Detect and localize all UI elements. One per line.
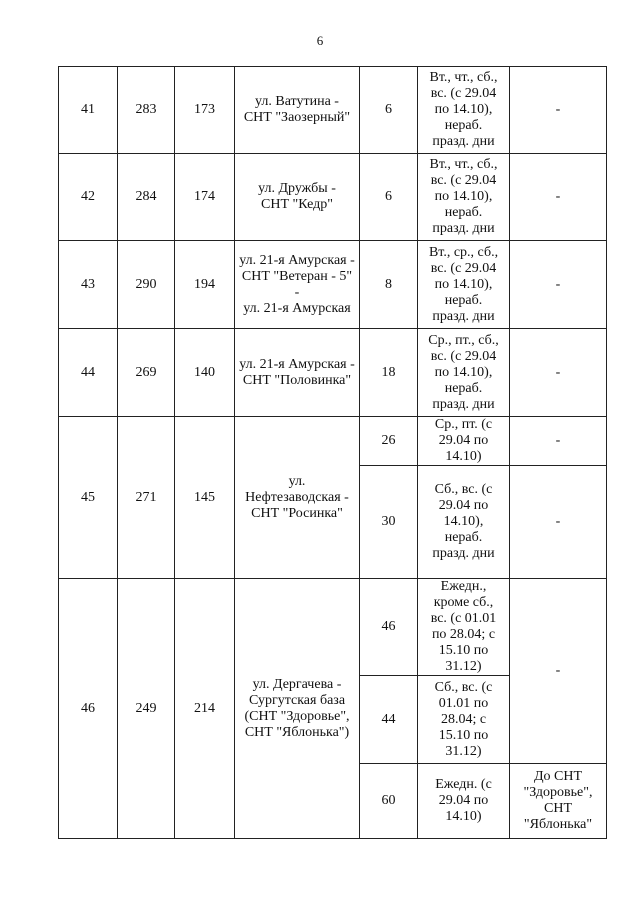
trip-count-cell: 46 xyxy=(360,579,418,676)
trip-count-cell: 60 xyxy=(360,764,418,839)
schedule-days-cell: Сб., вс. (с 01.01 по 28.04; с 15.10 по 31.12) xyxy=(418,676,510,764)
row-number: 44 xyxy=(59,329,118,417)
route-name-cell: ул. Дружбы - СНТ "Кедр" xyxy=(235,154,360,241)
route-code-cell: 194 xyxy=(175,241,235,329)
note-cell: - xyxy=(510,241,607,329)
route-code-cell: 269 xyxy=(118,329,175,417)
route-name-cell: ул. 21-я Амурская - СНТ "Ветеран - 5" - ул. 21-я Амурская xyxy=(235,241,360,329)
route-code-cell: 140 xyxy=(175,329,235,417)
trip-count-cell: 8 xyxy=(360,241,418,329)
table-row xyxy=(59,417,607,466)
note-cell: - xyxy=(510,154,607,241)
note-cell: До СНТ "Здоровье", СНТ "Яблонька" xyxy=(510,764,607,839)
schedule-days-cell: Ежедн. (с 29.04 по 14.10) xyxy=(418,764,510,839)
route-code-cell: 271 xyxy=(118,417,175,579)
schedule-days-cell: Ср., пт. (с 29.04 по 14.10) xyxy=(418,417,510,466)
row-number: 46 xyxy=(59,579,118,839)
trip-count-cell: 18 xyxy=(360,329,418,417)
schedule-days-cell: Вт., чт., сб., вс. (с 29.04 по 14.10), нераб. празд. дни xyxy=(418,154,510,241)
route-code-cell: 283 xyxy=(118,67,175,154)
route-schedule-table xyxy=(58,66,607,839)
route-code-cell: 284 xyxy=(118,154,175,241)
row-number: 45 xyxy=(59,417,118,579)
trip-count-cell: 44 xyxy=(360,676,418,764)
schedule-days-cell: Вт., ср., сб., вс. (с 29.04 по 14.10), нераб. празд. дни xyxy=(418,241,510,329)
schedule-days-cell: Ежедн., кроме сб., вс. (с 01.01 по 28.04; с 15.10 по 31.12) xyxy=(418,579,510,676)
route-name-cell: ул. Нефтезаводская - СНТ "Росинка" xyxy=(235,417,360,579)
page-number: 6 xyxy=(316,33,324,48)
route-code-cell: 174 xyxy=(175,154,235,241)
trip-count-cell: 30 xyxy=(360,466,418,579)
route-name-cell: ул. 21-я Амурская - СНТ "Половинка" xyxy=(235,329,360,417)
table-row xyxy=(59,154,607,241)
note-cell: - xyxy=(510,466,607,579)
row-number: 41 xyxy=(59,67,118,154)
table-row xyxy=(59,241,607,329)
note-cell: - xyxy=(510,579,607,764)
route-code-cell: 145 xyxy=(175,417,235,579)
schedule-days-cell: Сб., вс. (с 29.04 по 14.10), нераб. празд. дни xyxy=(418,466,510,579)
route-code-cell: 173 xyxy=(175,67,235,154)
trip-count-cell: 6 xyxy=(360,154,418,241)
note-cell: - xyxy=(510,67,607,154)
table-row xyxy=(59,579,607,676)
schedule-days-cell: Вт., чт., сб., вс. (с 29.04 по 14.10), нераб. празд. дни xyxy=(418,67,510,154)
note-cell: - xyxy=(510,417,607,466)
route-name-cell: ул. Ватутина - СНТ "Заозерный" xyxy=(235,67,360,154)
table-row xyxy=(59,329,607,417)
route-name-cell: ул. Дергачева - Сургутская база (СНТ "Здоровье", СНТ "Яблонька") xyxy=(235,579,360,839)
table-row xyxy=(59,67,607,154)
schedule-days-cell: Ср., пт., сб., вс. (с 29.04 по 14.10), нераб. празд. дни xyxy=(418,329,510,417)
note-cell: - xyxy=(510,329,607,417)
route-code-cell: 214 xyxy=(175,579,235,839)
row-number: 43 xyxy=(59,241,118,329)
row-number: 42 xyxy=(59,154,118,241)
route-code-cell: 249 xyxy=(118,579,175,839)
route-code-cell: 290 xyxy=(118,241,175,329)
trip-count-cell: 26 xyxy=(360,417,418,466)
trip-count-cell: 6 xyxy=(360,67,418,154)
